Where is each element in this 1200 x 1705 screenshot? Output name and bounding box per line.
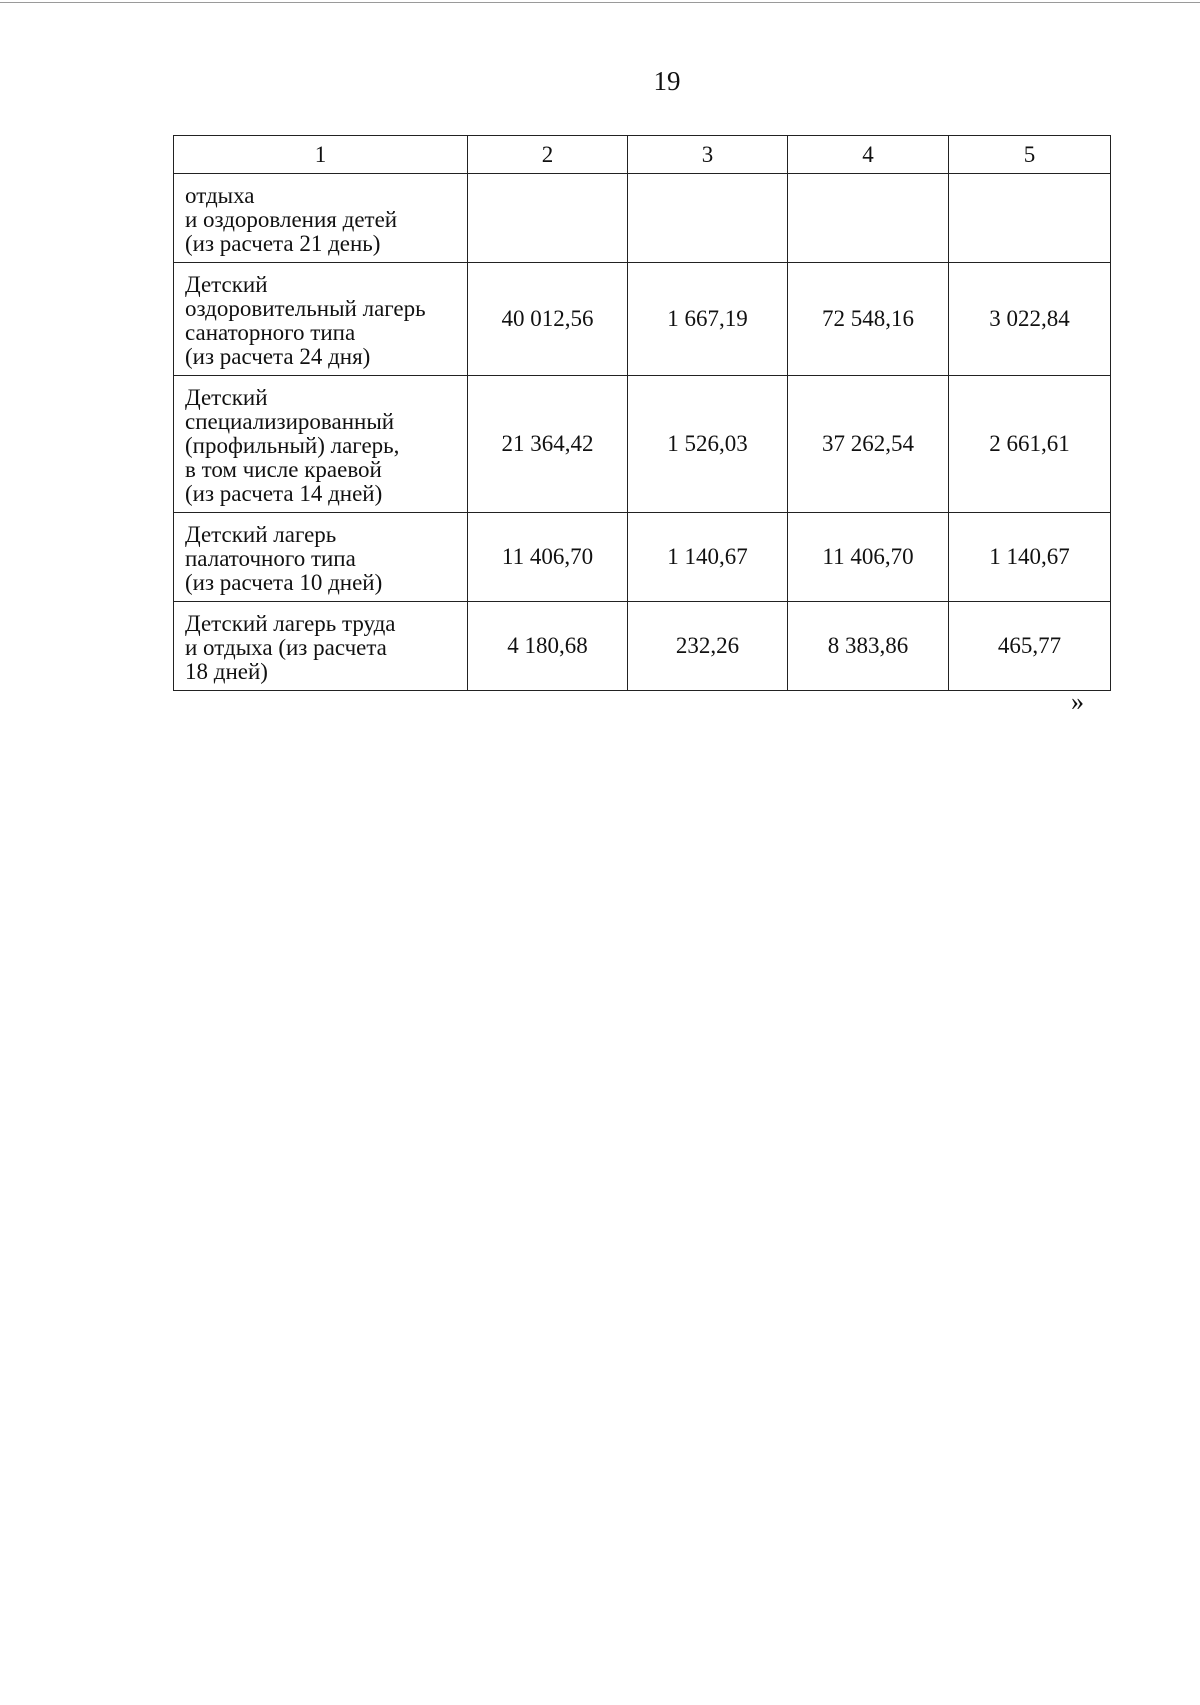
row-name-cell: Детский лагерь труда и отдыха (из расчета 18 дней)	[174, 602, 468, 691]
value-cell: 232,26	[628, 602, 788, 691]
value-cell	[949, 174, 1111, 263]
row-name-cell: Детский лагерь палаточного типа (из расчета 10 дней)	[174, 513, 468, 602]
value-cell: 1 526,03	[628, 376, 788, 513]
value-cell: 8 383,86	[788, 602, 949, 691]
value-cell: 37 262,54	[788, 376, 949, 513]
column-header-2: 2	[468, 136, 628, 174]
value-cell: 40 012,56	[468, 263, 628, 376]
table-row	[174, 513, 1111, 602]
column-header-5: 5	[949, 136, 1111, 174]
table-row	[174, 263, 1111, 376]
value-cell: 11 406,70	[788, 513, 949, 602]
column-header-1: 1	[174, 136, 468, 174]
row-name-cell: Детский специализированный (профильный) лагерь, в том числе краевой (из расчета 14 дней)	[174, 376, 468, 513]
row-name-cell: отдыха и оздоровления детей (из расчета 21 день)	[174, 174, 468, 263]
value-cell	[628, 174, 788, 263]
row-name-cell: Детский оздоровительный лагерь санаторного типа (из расчета 24 дня)	[174, 263, 468, 376]
top-edge-rule	[0, 2, 1200, 3]
value-cell: 21 364,42	[468, 376, 628, 513]
value-cell: 72 548,16	[788, 263, 949, 376]
value-cell: 11 406,70	[468, 513, 628, 602]
table-header-row	[174, 136, 1111, 174]
value-cell: 4 180,68	[468, 602, 628, 691]
table-row	[174, 174, 1111, 263]
closing-quote-mark: »	[1071, 687, 1084, 716]
value-cell: 3 022,84	[949, 263, 1111, 376]
value-cell: 2 661,61	[949, 376, 1111, 513]
value-cell: 1 140,67	[628, 513, 788, 602]
value-cell: 465,77	[949, 602, 1111, 691]
tariff-table	[173, 135, 1111, 691]
value-cell	[468, 174, 628, 263]
column-header-4: 4	[788, 136, 949, 174]
value-cell: 1 667,19	[628, 263, 788, 376]
value-cell: 1 140,67	[949, 513, 1111, 602]
column-header-3: 3	[628, 136, 788, 174]
page-number: 19	[653, 66, 681, 96]
table-row	[174, 376, 1111, 513]
value-cell	[788, 174, 949, 263]
table-row	[174, 602, 1111, 691]
